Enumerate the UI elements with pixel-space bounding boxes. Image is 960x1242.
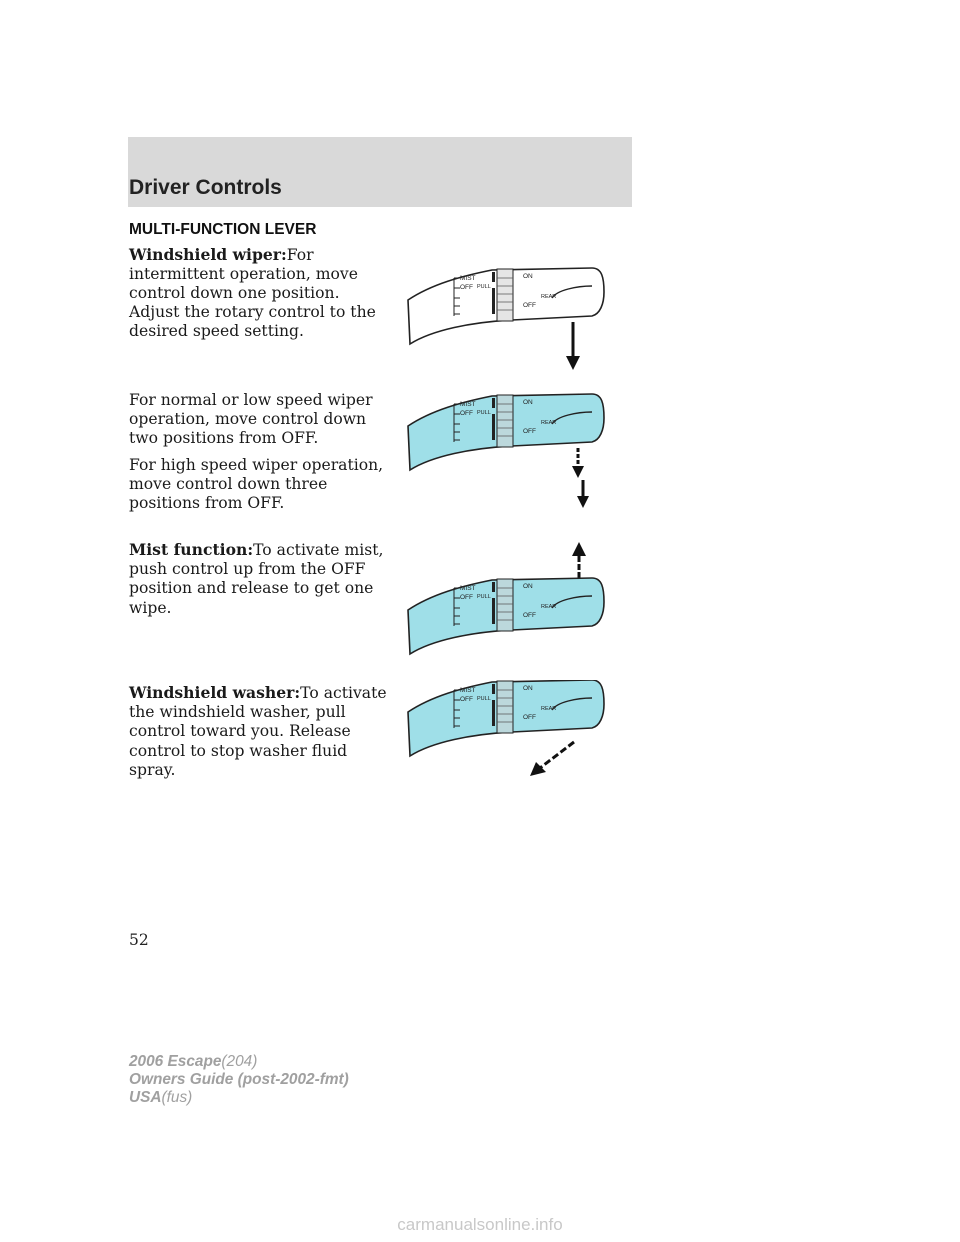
lever-illustration-washer	[402, 680, 612, 780]
lever-illustration-mist	[402, 538, 612, 658]
lead-mist: Mist function:	[129, 540, 254, 559]
text-mist: To activate mist, push control up from the OFF position and release to get one wipe.	[129, 541, 384, 617]
wiper-lever	[408, 578, 604, 654]
paragraph-low-speed: For normal or low speed wiper operation, move control down two positions from OFF.	[129, 391, 373, 448]
page-title: Driver Controls	[129, 176, 282, 199]
paragraph-windshield-wiper	[129, 245, 391, 304]
label-off: OFF	[460, 410, 473, 417]
label-mist: MIST	[460, 275, 476, 282]
label-on: ON	[523, 273, 533, 280]
arrow-down-icon	[566, 322, 580, 370]
footer-model: 2006 Escape	[129, 1053, 222, 1070]
label-off2: OFF	[523, 612, 536, 619]
label-pull: PULL	[477, 410, 491, 416]
label-rear: REAR	[541, 706, 557, 712]
label-off2: OFF	[523, 302, 536, 309]
wiper-lever	[408, 268, 604, 344]
label-pull: PULL	[477, 594, 491, 600]
label-off: OFF	[460, 284, 473, 291]
wiper-lever	[408, 394, 604, 470]
footer-model-code: (204)	[221, 1053, 258, 1070]
arrow-down-icon	[572, 448, 584, 478]
paragraph-mist	[129, 540, 391, 618]
label-rear: REAR	[541, 294, 557, 300]
label-rear: REAR	[541, 604, 557, 610]
text-windshield-wiper: For intermittent operation, move control down one position.	[129, 246, 358, 303]
label-on: ON	[523, 399, 533, 406]
watermark: carmanualsonline.info	[397, 1215, 563, 1234]
footer-market-code: (fus)	[161, 1089, 193, 1106]
label-on: ON	[523, 685, 533, 692]
footer-line-1	[129, 1053, 349, 1071]
footer-line-3	[129, 1089, 349, 1107]
lead-washer: Windshield washer:	[129, 683, 301, 702]
footer-line-2: Owners Guide (post-2002-fmt)	[129, 1071, 349, 1088]
footer-market: USA	[129, 1089, 162, 1106]
label-off: OFF	[460, 696, 473, 703]
footer	[129, 1053, 349, 1107]
text-washer: To activate the windshield washer, pull control toward you. Release control to stop washer fluid spray.	[129, 684, 387, 779]
label-mist: MIST	[460, 401, 476, 408]
label-on: ON	[523, 583, 533, 590]
label-off2: OFF	[523, 428, 536, 435]
lever-illustration-intermittent	[402, 258, 612, 378]
paragraph-washer	[129, 683, 391, 780]
label-mist: MIST	[460, 687, 476, 694]
arrow-down-icon	[577, 480, 589, 508]
lever-illustration-low-high	[402, 384, 612, 514]
lead-windshield-wiper: Windshield wiper:	[129, 245, 287, 264]
wiper-lever	[408, 680, 604, 756]
paragraph-high-speed: For high speed wiper operation, move control down three positions from OFF.	[129, 456, 384, 513]
page-number: 52	[129, 931, 149, 949]
label-pull: PULL	[477, 284, 491, 290]
label-mist: MIST	[460, 585, 476, 592]
arrow-up-icon	[572, 542, 586, 580]
label-off: OFF	[460, 594, 473, 601]
label-rear: REAR	[541, 420, 557, 426]
paragraph-rotary: Adjust the rotary control to the desired speed setting.	[129, 303, 376, 341]
section-title: MULTI-FUNCTION LEVER	[129, 221, 317, 238]
label-pull: PULL	[477, 696, 491, 702]
arrow-diagonal-icon	[530, 742, 574, 776]
label-off2: OFF	[523, 714, 536, 721]
